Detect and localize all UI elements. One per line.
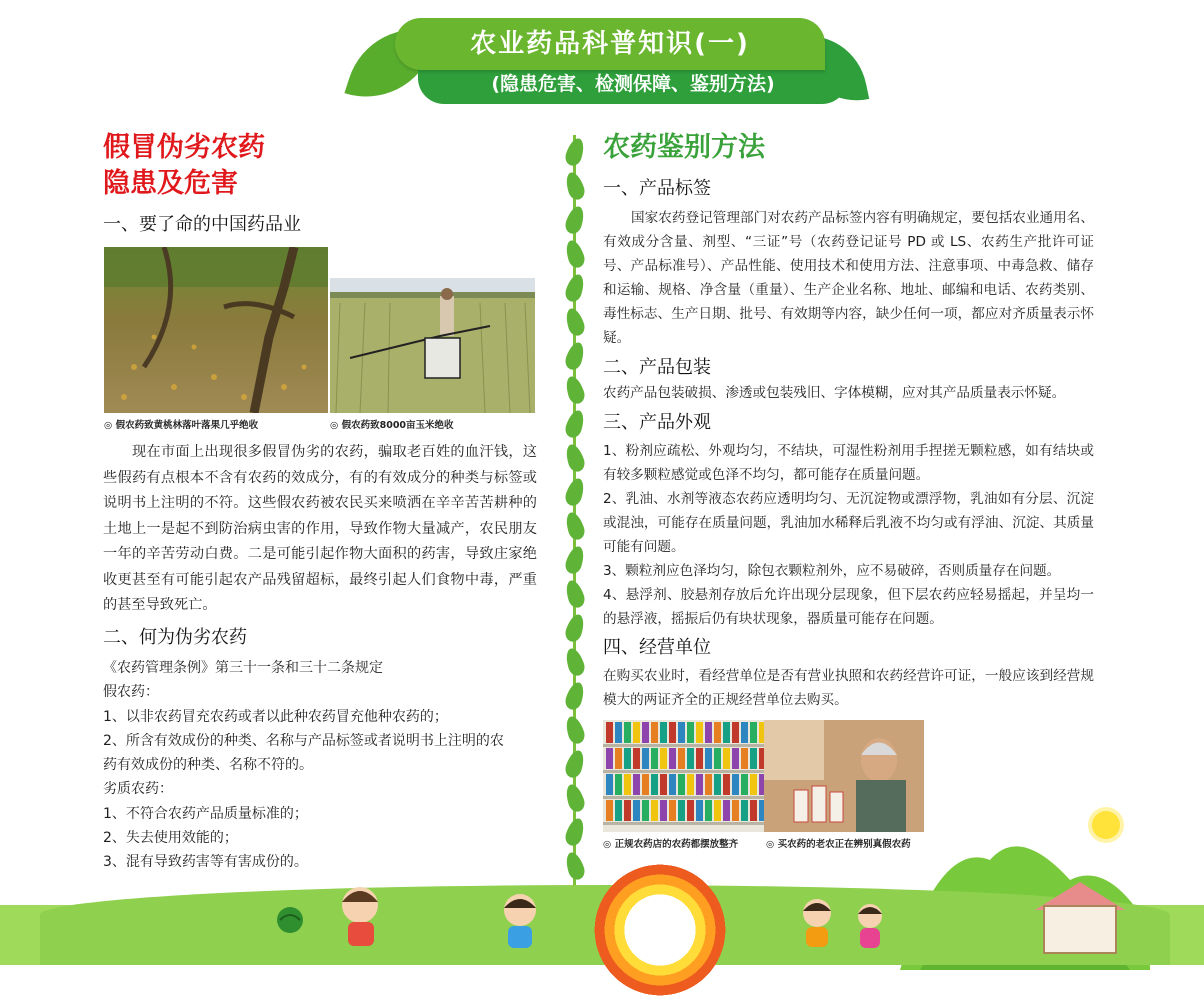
leaf-icon xyxy=(563,136,587,168)
leaf-icon xyxy=(563,476,587,508)
pesticide-shop-photo xyxy=(603,720,764,832)
leaf-icon xyxy=(563,374,587,406)
leaf-icon xyxy=(563,714,587,746)
list-item: 3、混有导致药害等有害成份的。 xyxy=(103,854,308,871)
list-item: 2、失去使用效能的； xyxy=(103,830,238,847)
leaf-icon xyxy=(563,748,587,780)
rainbow-decoration xyxy=(590,860,730,1000)
leaf-icon xyxy=(563,612,587,644)
farmer-photo xyxy=(764,720,924,832)
list-item: 4、悬浮剂、胶悬剂存放后允许出现分层现象，但下层农药应轻易摇起，并呈均一的悬浮液，摇振后仍有块状现象，器质量可能存在问题。 xyxy=(603,587,1094,627)
label-paragraph: 国家农药登记管理部门对农药产品标签内容有明确规定，要包括农业通用名、有效成分含量、剂型、“三证”号（农药登记证号 PD 或 LS、农药生产批许可证号、产品标准号）、产品性能、使用技术和使用方法、注意事项、中毒急救、储存和运输、规格、净含量（重量）、生产企业名称、地址、邮编和电话、农药类别、毒性标志、生产日期、批号、有效期等内容，缺少任何一项，都应对齐质量表示怀疑。 xyxy=(603,210,1094,346)
leaf-icon xyxy=(563,782,587,814)
leaf-icon xyxy=(563,578,587,610)
section-heading-appearance: 三、产品外观 xyxy=(603,412,711,433)
child-illustration xyxy=(850,900,895,950)
leaf-icon xyxy=(563,646,587,678)
photo3-caption: ◎ 正规农药店的农药都摆放整齐 xyxy=(603,839,739,850)
orchard-photo xyxy=(104,247,328,413)
package-paragraph: 农药产品包装破损、渗透或包装残旧、字体模糊，应对其产品质量表示怀疑。 xyxy=(603,385,1066,401)
list-item: 3、颗粒剂应色泽均匀，除包衣颗粒剂外，应不易破碎，否则质量存在问题。 xyxy=(603,563,1061,579)
house-decoration xyxy=(1043,905,1117,954)
list-item: 药有效成份的种类、名称不符的。 xyxy=(103,757,313,774)
list-item: 《农药管理条例》第三十一条和三十二条规定 xyxy=(103,660,383,676)
harm-paragraph: 现在市面上出现很多假冒伪劣的农药，骗取老百姓的血汗钱，这些假药有点根本不含有农药的效成分，有的有效成分的种类与标签或说明书上注明的不符。这些假农药被农民买来喷洒在辛辛苦苦耕种的土地上一是起不到防治病虫害的作用，导致作物大量减产，农民朋友一年的辛苦劳动白费。二是可能引起作物大面积的药害，导致庄家绝收更甚至有可能引起农产品残留超标，最终引起人们食物中毒，严重的甚至导致死亡。 xyxy=(103,444,537,613)
regulation-list xyxy=(103,656,543,875)
section-heading-2: 二、何为伪劣农药 xyxy=(103,627,247,648)
leaf-icon xyxy=(563,408,587,440)
leaf-icon xyxy=(563,306,587,338)
child-illustration xyxy=(330,880,400,950)
photo4-caption: ◎ 买农药的老农正在辨别真假农药 xyxy=(766,839,911,850)
leaf-icon xyxy=(563,238,587,270)
section-heading-1: 一、要了命的中国药品业 xyxy=(103,214,301,235)
leaf-icon xyxy=(563,510,587,542)
leaf-icon xyxy=(563,170,587,202)
section-heading-dealer: 四、经营单位 xyxy=(603,637,711,658)
leaf-icon xyxy=(563,544,587,576)
photo1-caption: ◎ 假农药致黄桃林落叶落果几乎绝收 xyxy=(104,420,259,431)
right-title: 农药鉴别方法 xyxy=(603,132,765,163)
list-item: 1、不符合农药产品质量标准的； xyxy=(103,805,308,822)
list-item: 劣质农药： xyxy=(103,781,173,798)
subtitle-banner xyxy=(418,64,848,104)
appearance-list xyxy=(603,439,1094,631)
dealer-paragraph: 在购买农业时，看经营单位是否有营业执照和农药经营许可证，一般应该到经营规模大的两证齐全的正规经营单位去购买。 xyxy=(603,668,1094,708)
cornfield-photo xyxy=(330,278,535,413)
leaf-icon xyxy=(563,204,587,236)
leaf-icon xyxy=(563,272,587,304)
leaf-icon xyxy=(563,816,587,848)
left-title-line2: 隐患及危害 xyxy=(103,168,238,199)
list-item: 1、粉剂应疏松、外观均匀，不结块，可湿性粉剂用手捏搓无颗粒感，如有结块或有较多颗粒感觉或色泽不均匀，都可能存在质量问题。 xyxy=(603,443,1094,483)
title-banner xyxy=(395,18,825,70)
leaf-icon xyxy=(563,442,587,474)
list-item: 2、乳油、水剂等液态农药应透明均匀、无沉淀物或漂浮物，乳油如有分层、沉淀或混浊，可能存在质量问题，乳油加水稀释后乳液不均匀或有浮油、沉淀、其质量可能有问题。 xyxy=(603,491,1094,555)
leaf-icon xyxy=(563,340,587,372)
list-item: 假农药： xyxy=(103,684,159,701)
leaf-icon xyxy=(563,850,587,882)
child-illustration xyxy=(795,895,845,950)
child-illustration xyxy=(495,890,555,950)
list-item: 2、所含有效成份的种类、名称与产品标签或者说明书上注明的农 xyxy=(103,732,504,749)
leaf-icon xyxy=(563,680,587,712)
left-title-line1: 假冒伪劣农药 xyxy=(103,132,265,163)
photo2-caption: ◎ 假农药致8000亩玉米绝收 xyxy=(330,420,454,431)
watermelon-icon xyxy=(275,905,305,935)
page-title: 农业药品科普知识(一) xyxy=(470,29,750,59)
section-heading-label: 一、产品标签 xyxy=(603,178,711,199)
section-heading-package: 二、产品包装 xyxy=(603,357,711,378)
list-item: 1、以非农药冒充农药或者以此种农药冒充他种农药的； xyxy=(103,708,448,725)
page-subtitle: (隐患危害、检测保障、鉴别方法) xyxy=(491,73,775,95)
